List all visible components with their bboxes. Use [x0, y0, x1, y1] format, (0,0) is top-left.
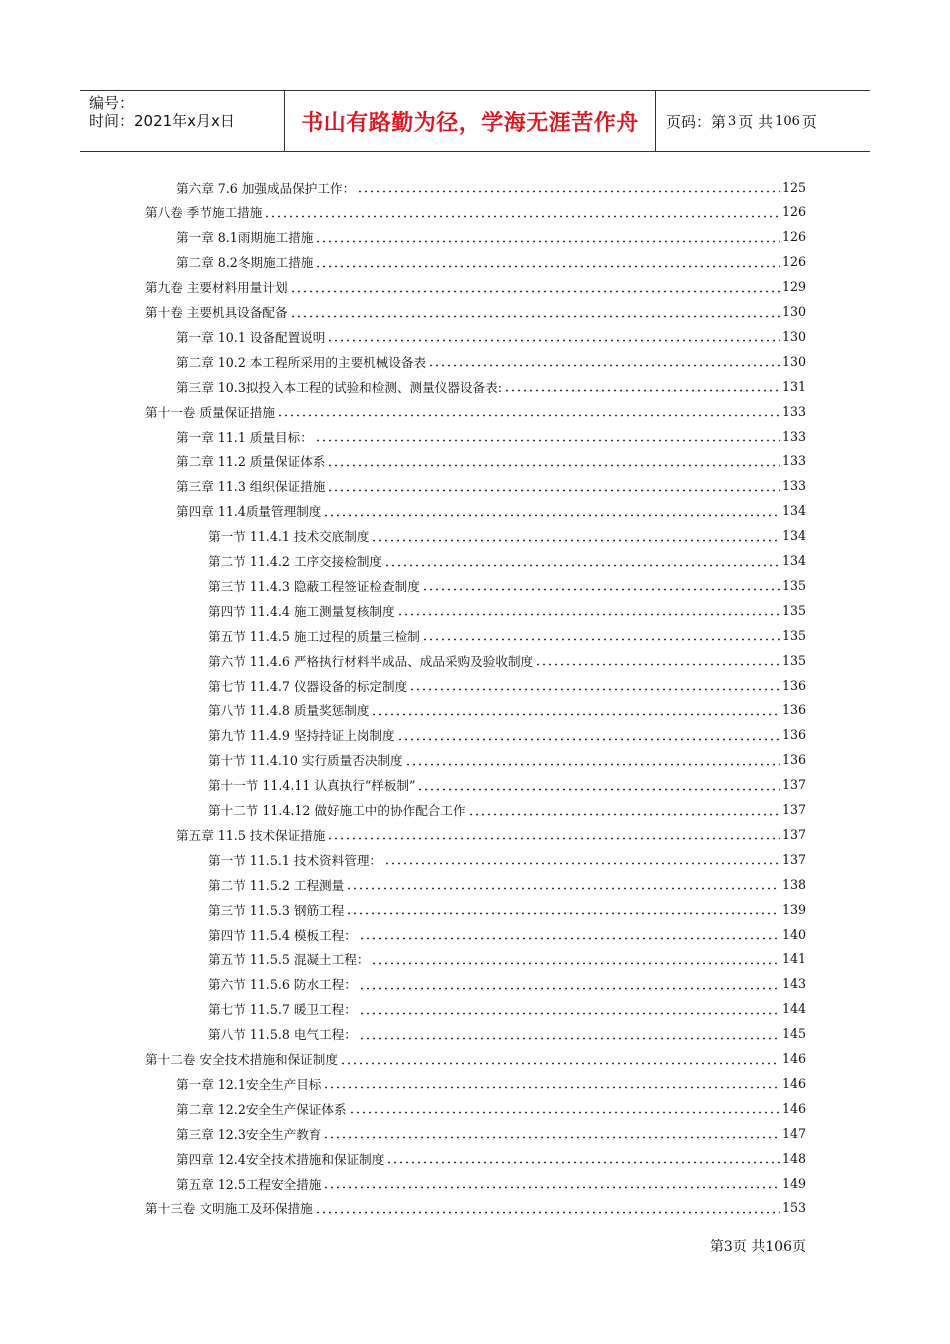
toc-dot-leader — [359, 978, 780, 990]
toc-dot-leader — [384, 853, 780, 865]
toc-entry-page: 137 — [781, 802, 806, 817]
toc-entry-page: 146 — [781, 1100, 806, 1116]
toc-dot-leader — [422, 629, 780, 641]
toc-dot-leader — [315, 1202, 780, 1214]
toc-entry-title: 第九卷 主要材料用量计划 — [145, 280, 288, 296]
toc-entry[interactable] — [208, 973, 806, 995]
toc-entry-title: 第四节 11.5.4 模板工程： — [208, 927, 357, 943]
toc-dot-leader — [428, 355, 780, 367]
toc-entry-page: 146 — [781, 1075, 806, 1091]
toc-entry-page: 135 — [781, 577, 806, 593]
toc-entry-page: 137 — [781, 826, 806, 842]
toc-entry-title: 第一章 12.1安全生产目标 — [176, 1076, 322, 1092]
toc-entry-page: 138 — [781, 876, 806, 892]
toc-dot-leader — [323, 1077, 780, 1089]
toc-entry-title: 第六章 7.6 加强成品保护工作： — [176, 180, 356, 196]
toc-entry-page: 136 — [781, 702, 806, 718]
toc-entry-title: 第四章 11.4质量管理制度 — [176, 504, 322, 520]
page-suffix: 页 — [801, 112, 817, 131]
toc-entry[interactable] — [208, 799, 806, 821]
page-number: 3 — [728, 113, 737, 129]
toc-dot-leader — [535, 654, 780, 666]
toc-dot-leader — [359, 928, 780, 940]
toc-entry-page: 136 — [781, 727, 806, 743]
toc-entry[interactable] — [208, 674, 806, 696]
toc-entry-title: 第六节 11.5.6 防水工程： — [208, 977, 357, 993]
toc-entry-title: 第十一节 11.4.11 认真执行“样板制” — [208, 778, 416, 794]
toc-entry-title: 第二章 12.2安全生产保证体系 — [176, 1101, 347, 1117]
toc-dot-leader — [417, 779, 779, 791]
toc-dot-leader — [277, 405, 780, 417]
toc-entry-page: 153 — [781, 1200, 806, 1216]
toc-dot-leader — [468, 804, 780, 816]
toc-entry-page: 141 — [781, 951, 806, 967]
toc-entry[interactable] — [145, 201, 806, 223]
toc-dot-leader — [409, 679, 780, 691]
toc-entry-title: 第十卷 主要机具设备配备 — [145, 305, 288, 320]
toc-entry-page: 135 — [781, 652, 806, 668]
toc-entry[interactable] — [176, 251, 806, 273]
toc-entry-page: 137 — [781, 851, 806, 867]
toc-entry[interactable] — [145, 1048, 806, 1070]
header-page-info — [656, 91, 870, 151]
toc-entry[interactable] — [208, 599, 806, 621]
toc-entry[interactable] — [208, 624, 806, 646]
toc-entry[interactable] — [176, 500, 806, 522]
toc-entry-title: 第一章 10.1 设备配置说明 — [176, 329, 326, 345]
toc-entry-title: 第一章 11.1 质量目标： — [176, 429, 313, 445]
toc-entry[interactable] — [208, 574, 806, 596]
toc-dot-leader — [340, 1053, 780, 1065]
toc-dot-leader — [405, 754, 780, 766]
toc-entry[interactable] — [145, 276, 806, 298]
toc-entry[interactable] — [145, 400, 806, 422]
toc-entry-page: 133 — [781, 478, 806, 494]
toc-entry-page: 126 — [781, 204, 806, 220]
toc-entry-title: 第五章 11.5 技术保证措施 — [176, 827, 326, 843]
toc-entry[interactable] — [208, 649, 806, 671]
toc-entry-title: 第一章 8.1雨期施工措施 — [176, 230, 314, 246]
toc-entry-page: 144 — [781, 1001, 806, 1017]
toc-entry[interactable] — [176, 1147, 806, 1169]
toc-entry-page: 131 — [781, 378, 806, 394]
serial-label: 编号： — [89, 94, 135, 112]
toc-dot-leader — [504, 380, 780, 392]
toc-entry-page: 130 — [781, 328, 806, 344]
page-footer: 第3页 共106页 — [709, 1239, 806, 1255]
toc-entry-title: 第八节 11.5.8 电气工程： — [208, 1027, 357, 1043]
toc-entry-title: 第七节 11.4.7 仪器设备的标定制度 — [208, 678, 408, 694]
toc-entry-title: 第七节 11.5.7 暖卫工程： — [208, 1002, 357, 1018]
toc-dot-leader — [323, 1177, 780, 1189]
page-mid: 页 共 — [738, 112, 774, 131]
toc-entry-page: 126 — [781, 254, 806, 270]
toc-entry-title: 第十一卷 质量保证措施 — [145, 404, 275, 420]
toc-entry-page: 145 — [781, 1026, 806, 1042]
page-prefix: 页码：第 — [666, 112, 727, 131]
toc-entry-page: 133 — [781, 453, 806, 469]
toc-dot-leader — [264, 206, 780, 218]
toc-entry-page: 133 — [781, 403, 806, 419]
toc-dot-leader — [422, 579, 780, 591]
toc-dot-leader — [327, 828, 780, 840]
toc-entry-page: 130 — [781, 353, 806, 369]
toc-entry-title: 第三节 11.5.3 钢筋工程 — [208, 902, 345, 918]
toc-dot-leader — [371, 704, 780, 716]
toc-entry-title: 第一节 11.5.1 技术资料管理： — [208, 852, 383, 868]
toc-dot-leader — [327, 480, 780, 492]
toc-entry-page: 134 — [781, 553, 806, 568]
toc-entry[interactable] — [208, 699, 806, 721]
page-total: 106 — [775, 113, 800, 129]
toc-dot-leader — [323, 1127, 780, 1139]
toc-dot-leader — [357, 181, 780, 193]
toc-entry-title: 第五章 12.5工程安全措施 — [176, 1176, 322, 1192]
toc-entry[interactable] — [176, 823, 806, 845]
toc-dot-leader — [323, 505, 780, 517]
toc-entry-title: 第二章 8.2冬期施工措施 — [176, 255, 314, 271]
toc-dot-leader — [327, 455, 780, 467]
toc-dot-leader — [346, 878, 780, 890]
toc-dot-leader — [346, 903, 780, 915]
toc-entry[interactable] — [176, 375, 806, 397]
toc-entry-page: 143 — [781, 976, 806, 992]
toc-dot-leader — [315, 430, 780, 442]
toc-entry[interactable] — [176, 1097, 806, 1119]
toc-entry[interactable] — [176, 226, 806, 248]
toc-entry[interactable] — [176, 1072, 806, 1094]
toc-entry-title: 第三节 11.4.3 隐蔽工程签证检查制度 — [208, 578, 420, 594]
toc-entry-title: 第八卷 季节施工措施 — [145, 205, 263, 221]
toc-entry-title: 第四节 11.4.4 施工测量复核制度 — [208, 603, 395, 619]
toc-entry-page: 129 — [781, 279, 806, 295]
header-motto: 书山有路勤为径，学海无涯苦作舟 — [284, 91, 656, 151]
toc-entry-page: 139 — [781, 901, 806, 917]
toc-entry-page: 148 — [781, 1150, 806, 1166]
toc-entry-title: 第三章 12.3安全生产教育 — [176, 1126, 322, 1142]
toc-entry-title: 第五节 11.5.5 混凝土工程： — [208, 952, 370, 968]
toc-dot-leader — [359, 1003, 780, 1015]
toc-entry-title: 第四章 12.4安全技术措施和保证制度 — [176, 1151, 385, 1167]
toc-entry-page: 136 — [781, 677, 806, 693]
toc-entry[interactable] — [145, 1197, 806, 1219]
toc-dot-leader — [315, 231, 780, 243]
toc-entry[interactable] — [176, 176, 806, 198]
toc-entry-title: 第二章 11.2 质量保证体系 — [176, 454, 326, 470]
toc-entry[interactable] — [176, 475, 806, 497]
toc-dot-leader — [371, 530, 780, 542]
toc-entry[interactable] — [208, 550, 806, 572]
toc-entry-page: 126 — [781, 229, 806, 245]
toc-dot-leader — [397, 604, 780, 616]
toc-dot-leader — [290, 281, 780, 293]
toc-entry[interactable] — [208, 525, 806, 547]
toc-entry-page: 125 — [781, 179, 806, 195]
toc-entry[interactable] — [176, 1172, 806, 1194]
toc-entry-page: 137 — [781, 777, 806, 793]
toc-dot-leader — [371, 953, 780, 965]
toc-entry[interactable] — [176, 350, 806, 372]
header-meta — [80, 91, 284, 151]
toc-entry-title: 第三章 10.3拟投入本工程的试验和检测、测量仪器设备表: — [176, 379, 502, 395]
toc-dot-leader — [384, 555, 780, 567]
toc-entry-page: 134 — [781, 528, 806, 544]
toc-entry[interactable] — [176, 1122, 806, 1144]
toc-entry-title: 第三章 11.3 组织保证措施 — [176, 479, 326, 495]
toc-entry-title: 第八节 11.4.8 质量奖惩制度 — [208, 703, 370, 719]
toc-dot-leader — [386, 1152, 780, 1164]
toc-entry[interactable] — [208, 873, 806, 895]
toc-entry-page: 140 — [781, 926, 806, 942]
toc-entry[interactable] — [176, 425, 806, 447]
toc-entry[interactable] — [145, 301, 806, 323]
toc-entry-title: 第五节 11.4.5 施工过程的质量三检制 — [208, 628, 420, 644]
toc-entry-page: 135 — [781, 627, 806, 643]
toc-entry[interactable] — [208, 998, 806, 1020]
toc-entry-title: 第九节 11.4.9 坚持持证上岗制度 — [208, 728, 395, 744]
toc-entry-page: 136 — [781, 752, 806, 768]
toc-entry-title: 第十二节 11.4.12 做好施工中的协作配合工作 — [208, 803, 466, 818]
toc-entry-page: 130 — [781, 304, 806, 319]
toc-entry-title: 第二章 10.2 本工程所采用的主要机械设备表 — [176, 354, 427, 370]
toc-entry[interactable] — [208, 898, 806, 920]
toc-entry-title: 第十二卷 安全技术措施和保证制度 — [145, 1052, 338, 1067]
toc-dot-leader — [327, 330, 780, 342]
toc-entry-page: 149 — [781, 1175, 806, 1191]
toc-entry[interactable] — [176, 325, 806, 347]
toc-entry-title: 第二节 11.5.2 工程测量 — [208, 877, 345, 893]
toc-dot-leader — [359, 1028, 780, 1040]
toc-entry-title: 第十三卷 文明施工及环保措施 — [145, 1201, 313, 1217]
date-label: 时间：2021年x月x日 — [89, 112, 235, 130]
toc-dot-leader — [315, 256, 780, 268]
toc-entry[interactable] — [208, 749, 806, 771]
toc-dot-leader — [290, 306, 780, 318]
toc-entry[interactable] — [208, 948, 806, 970]
toc-dot-leader — [349, 1102, 780, 1114]
toc-entry-title: 第二节 11.4.2 工序交接检制度 — [208, 554, 383, 569]
toc-entry[interactable] — [208, 1023, 806, 1045]
toc-entry-page: 134 — [781, 503, 806, 519]
toc-entry-page: 135 — [781, 602, 806, 618]
toc-entry[interactable] — [208, 774, 806, 796]
toc-entry-title: 第十节 11.4.10 实行质量否决制度 — [208, 753, 403, 769]
toc-entry[interactable] — [208, 848, 806, 870]
toc-entry-title: 第六节 11.4.6 严格执行材料半成品、成品采购及验收制度 — [208, 653, 534, 669]
toc-entry[interactable] — [208, 724, 806, 746]
toc-entry-page: 147 — [781, 1125, 806, 1141]
toc-entry[interactable] — [208, 923, 806, 945]
toc-entry-title: 第一节 11.4.1 技术交底制度 — [208, 529, 370, 545]
toc-entry-page: 133 — [781, 428, 806, 444]
toc-entry-page: 146 — [781, 1051, 806, 1066]
toc-dot-leader — [397, 729, 780, 741]
toc-entry[interactable] — [176, 450, 806, 472]
page-header — [80, 90, 870, 152]
